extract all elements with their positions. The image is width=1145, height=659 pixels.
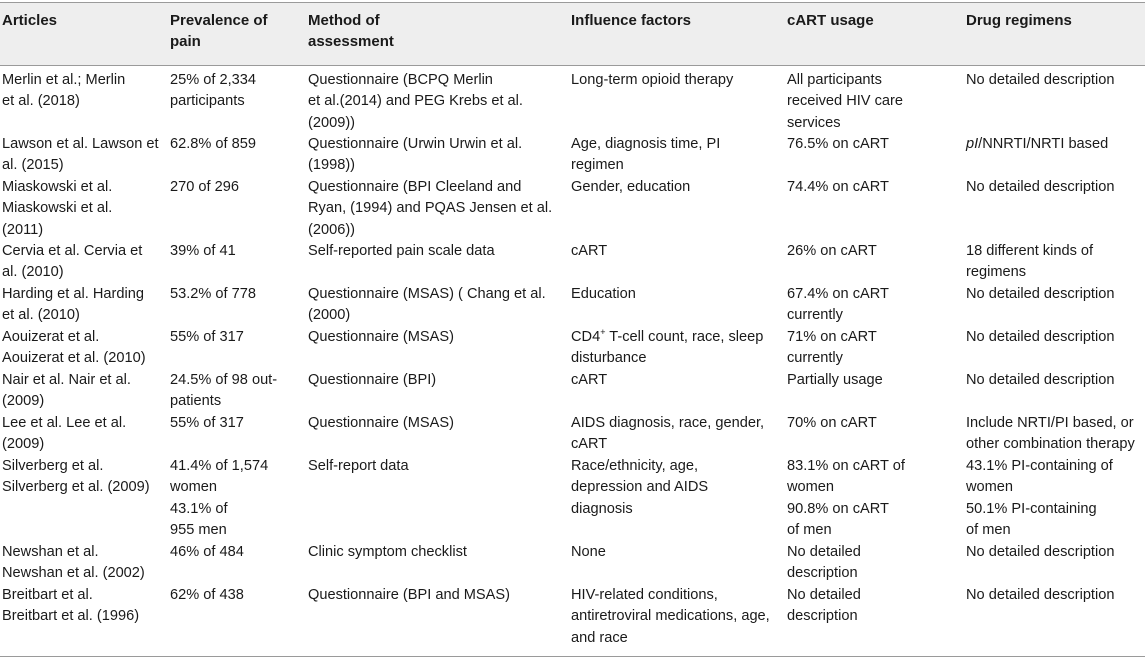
header-articles: Articles: [2, 12, 58, 29]
cell-regimens: No detailed description: [966, 286, 1115, 302]
cell-method: Questionnaire (Urwin Urwin et al. (1998)): [308, 136, 523, 174]
cell-factors: Age, diagnosis time, PI regimen: [571, 136, 721, 174]
header-method: Method of assessment: [308, 12, 394, 50]
cell-prevalence: 25% of 2,334 participants: [170, 72, 257, 110]
cell-method: Questionnaire (BPI and MSAS): [308, 587, 510, 603]
cell-factors: cART: [571, 372, 608, 388]
cell-cart: 67.4% on cART currently: [787, 286, 889, 324]
cell-articles: Harding et al. Harding et al. (2010): [2, 286, 144, 324]
cell-prevalence: 53.2% of 778: [170, 286, 257, 302]
cell-factors: Education: [571, 286, 636, 302]
cell-method: Self-report data: [308, 458, 409, 474]
factors-superscript: +: [600, 327, 606, 338]
cell-factors: Long-term opioid therapy: [571, 72, 734, 88]
cell-prevalence: 62.8% of 859: [170, 136, 257, 152]
cell-articles: Miaskowski et al. Miaskowski et al. (2011): [2, 179, 113, 238]
cell-prevalence: 270 of 296: [170, 179, 239, 195]
cell-cart: 74.4% on cART: [787, 179, 889, 195]
cell-cart: 76.5% on cART: [787, 136, 889, 152]
cell-method: Questionnaire (BPI Cleeland and Ryan, (1994) and PQAS Jensen et al. (2006)): [308, 179, 553, 238]
cell-prevalence: 62% of 438: [170, 587, 244, 603]
cell-factors: cART: [571, 243, 608, 259]
cell-prevalence: 55% of 317: [170, 415, 244, 431]
cell-articles: Merlin et al.; Merlin et al. (2018): [2, 72, 126, 110]
cell-factors: [571, 327, 779, 370]
cell-cart: 71% on cART currently: [787, 329, 877, 367]
cell-cart: All participants received HIV care services: [787, 72, 903, 131]
cell-regimens: No detailed description: [966, 372, 1115, 388]
cell-prevalence: 24.5% of 98 out- patients: [170, 372, 278, 410]
cell-articles: Lee et al. Lee et al. (2009): [2, 415, 127, 453]
cell-regimens: No detailed description: [966, 72, 1115, 88]
cell-method: Questionnaire (BCPQ Merlin et al.(2014) and PEG Krebs et al. (2009)): [308, 72, 523, 131]
cell-cart: 70% on cART: [787, 415, 877, 431]
cell-regimens: No detailed description: [966, 544, 1115, 560]
cell-method: Self-reported pain scale data: [308, 243, 495, 259]
cell-cart: 83.1% on cART of women 90.8% on cART of men: [787, 458, 905, 539]
cell-articles: Cervia et al. Cervia et al. (2010): [2, 243, 143, 281]
cell-regimens: [966, 134, 1145, 155]
cell-articles: Nair et al. Nair et al. (2009): [2, 372, 131, 410]
cell-cart: 26% on cART: [787, 243, 877, 259]
cell-method: Questionnaire (MSAS): [308, 329, 454, 345]
cell-regimens: No detailed description: [966, 587, 1115, 603]
cell-articles: Newshan et al. Newshan et al. (2002): [2, 544, 145, 582]
cell-articles: Lawson et al. Lawson et al. (2015): [2, 136, 159, 174]
cell-regimens: 43.1% PI-containing of women 50.1% PI-containing of men: [966, 458, 1113, 539]
header-prevalence: Prevalence of pain: [170, 12, 268, 50]
cell-prevalence: 46% of 484: [170, 544, 244, 560]
cell-articles: Breitbart et al. Breitbart et al. (1996): [2, 587, 140, 625]
cell-regimens: Include NRTI/PI based, or other combination therapy: [966, 415, 1135, 453]
cell-method: Clinic symptom checklist: [308, 544, 467, 560]
cell-factors: None: [571, 544, 606, 560]
cell-articles: Silverberg et al. Silverberg et al. (2009): [2, 458, 150, 496]
cell-prevalence: 39% of 41: [170, 243, 236, 259]
header-cart: cART usage: [787, 12, 874, 29]
cell-method: Questionnaire (MSAS): [308, 415, 454, 431]
cell-prevalence: 55% of 317: [170, 329, 244, 345]
cell-cart: No detailed description: [787, 544, 861, 582]
cell-factors: HIV-related conditions, antiretroviral medications, age, and race: [571, 587, 770, 646]
cell-factors: AIDS diagnosis, race, gender, cART: [571, 415, 765, 453]
regimens-text: /NNRTI/NRTI based: [978, 136, 1109, 152]
cell-articles: Aouizerat et al. Aouizerat et al. (2010): [2, 329, 146, 367]
regimens-italic: pI: [966, 136, 979, 152]
header-rule: [0, 65, 1145, 66]
cell-regimens: No detailed description: [966, 179, 1115, 195]
cell-cart: No detailed description: [787, 587, 861, 625]
table-bottom-rule: [0, 656, 1145, 657]
header-regimens: Drug regimens: [966, 12, 1072, 29]
cell-cart: Partially usage: [787, 372, 883, 388]
cell-method: Questionnaire (MSAS) ( Chang et al. (2000): [308, 286, 546, 324]
table-header: [0, 3, 1145, 65]
cell-regimens: 18 different kinds of regimens: [966, 243, 1094, 281]
cell-factors: Gender, education: [571, 179, 691, 195]
factors-text: T-cell count, race, sleep disturbance: [571, 329, 764, 367]
cell-regimens: No detailed description: [966, 329, 1115, 345]
header-factors: Influence factors: [571, 12, 692, 29]
cell-prevalence: 41.4% of 1,574 women 43.1% of 955 men: [170, 458, 269, 539]
cell-factors: Race/ethnicity, age, depression and AIDS diagnosis: [571, 458, 709, 517]
cell-method: Questionnaire (BPI): [308, 372, 437, 388]
factors-cd4: CD4: [571, 329, 601, 345]
